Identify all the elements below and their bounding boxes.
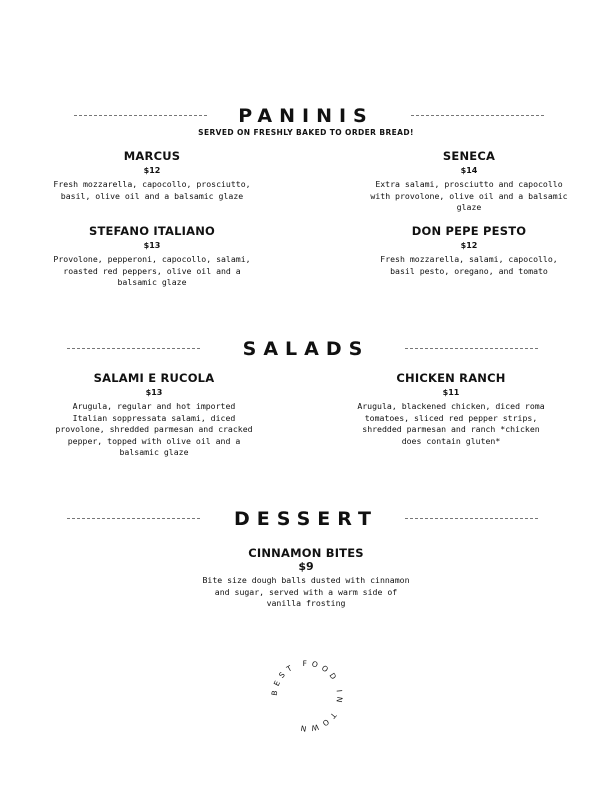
dessert-header <box>0 504 612 534</box>
item-name: SENECA <box>442 149 496 163</box>
item-price: $13 <box>143 241 161 250</box>
item-name: STEFANO ITALIANO <box>88 224 216 238</box>
menu-item-seneca <box>369 149 569 214</box>
menu-item-stefano-italiano <box>52 224 252 289</box>
menu-item-cinnamon-bites <box>196 546 416 610</box>
section-title-dessert: DESSERT <box>234 508 378 530</box>
item-price: $14 <box>460 166 478 175</box>
item-description: Bite size dough balls dusted with cinnamon and sugar, served with a warm side of vanilla frosting <box>202 575 410 608</box>
menu-item-salami-e-rucola <box>54 371 254 459</box>
section-title-salads: SALADS <box>242 338 370 360</box>
item-description: Arugula, blackened chicken, diced roma tomatoes, sliced red pepper strips, shredded parmesan and ranch *chicken does contain gluten* <box>357 401 545 446</box>
paninis-subtitle: SERVED ON FRESHLY BAKED TO ORDER BREAD! <box>198 128 414 137</box>
best-food-in-town-seal <box>262 651 352 741</box>
menu-item-marcus <box>52 149 252 202</box>
item-price: $9 <box>298 560 314 573</box>
paninis-header <box>0 101 612 131</box>
item-price: $12 <box>143 166 161 175</box>
item-description: Arugula, regular and hot imported Italian soppressata salami, diced provolone, shredded parmesan and cracked pepper, topped with olive oil and a balsamic glaze <box>55 401 253 457</box>
item-price: $11 <box>442 388 460 397</box>
item-description: Fresh mozzarella, salami, capocollo, basil pesto, oregano, and tomato <box>380 254 558 276</box>
item-price: $13 <box>145 388 163 397</box>
item-name: DON PEPE PESTO <box>411 224 527 238</box>
item-description: Extra salami, prosciutto and capocollo with provolone, olive oil and a balsamic glaze <box>370 179 568 212</box>
item-name: SALAMI E RUCOLA <box>93 371 215 385</box>
item-name: CHICKEN RANCH <box>396 371 506 385</box>
item-description: Fresh mozzarella, capocollo, prosciutto, basil, olive oil and a balsamic glaze <box>53 179 251 201</box>
item-name: CINNAMON BITES <box>248 546 364 560</box>
item-price: $12 <box>460 241 478 250</box>
section-title-paninis: PANINIS <box>238 105 374 127</box>
item-name: MARCUS <box>123 149 181 163</box>
item-description: Provolone, pepperoni, capocollo, salami, roasted red peppers, olive oil and a balsamic glaze <box>53 254 251 287</box>
menu-item-don-pepe-pesto <box>369 224 569 277</box>
menu-item-chicken-ranch <box>351 371 551 447</box>
salads-header <box>0 334 612 364</box>
seal-text: BEST FOOD IN TOWN <box>269 658 345 734</box>
